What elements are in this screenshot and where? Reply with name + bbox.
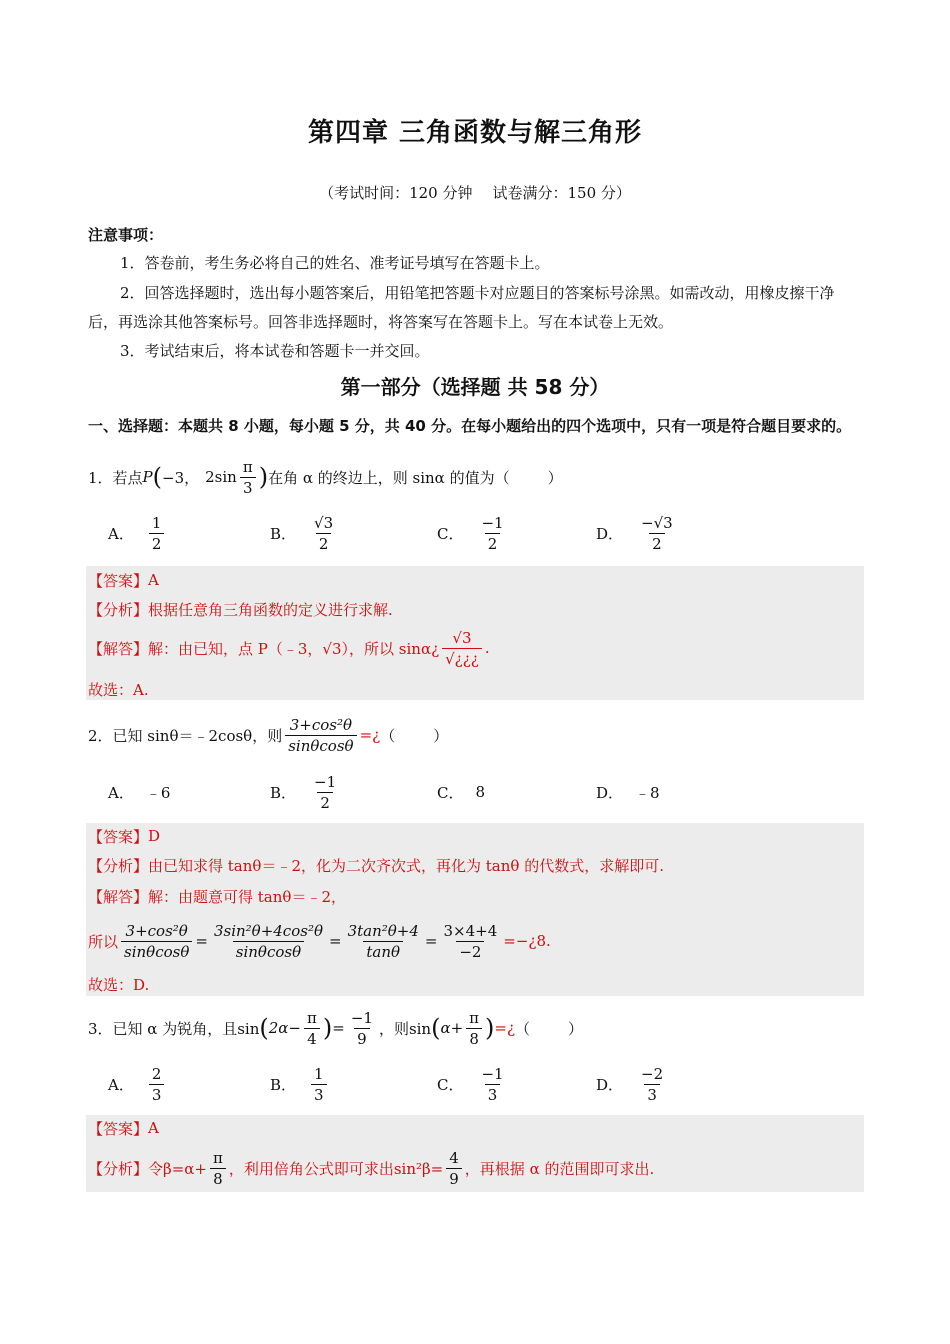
section-heading: 一、选择题：本题共 8 小题，每小题 5 分，共 40 分。在每小题给出的四个选项中，只有一项是符合题目要求的。 <box>88 417 852 435</box>
q1-option-d[interactable]: D． $\frac{-√3}{2}$ <box>596 513 673 553</box>
q2-conclusion: 故选：D. <box>88 975 150 994</box>
pi-over-8: $\frac{\pi}{8}$ <box>466 1008 482 1049</box>
q2-answer-box <box>86 823 864 996</box>
q1-analysis: 【分析】 根据任意角三角函数的定义进行求解. <box>88 600 393 619</box>
question-1: 1．若点 P ( −3， 2sin $\frac{\pi}{3}$ ) 在角 α 的终边上，则 sinα 的值为（ ） <box>88 457 563 497</box>
pi-over-4: $\frac{\pi}{4}$ <box>304 1008 320 1049</box>
q3-answer: 【答案】 A <box>88 1119 159 1138</box>
q3-option-c[interactable]: C． $\frac{-1}{3}$ <box>437 1064 504 1104</box>
part-title: 第一部分（选择题 共 58 分） <box>340 375 610 399</box>
full-marks: 试卷满分：150 分） <box>492 184 631 202</box>
pi-over-3: $\frac{\pi}{3}$ <box>240 457 256 498</box>
q1-conclusion: 故选：A. <box>88 680 149 699</box>
q2-fraction: $\frac{\text{3+cos²θ}}{\sin\theta\cos\theta}$ <box>285 715 356 756</box>
q1-solution: 【解答】 解：由已知，点 P（﹣3，√3），所以 sinα¿ $\frac{√3}{√¿¿¿}$ . <box>88 628 490 668</box>
note-item-3: 3．考试结束后，将本试卷和答题卡一并交回。 <box>120 342 430 360</box>
q1-options <box>108 508 868 558</box>
q3-answer-box <box>86 1115 864 1192</box>
q3-option-b[interactable]: B． $\frac{1}{3}$ <box>270 1059 330 1109</box>
q2-solution: 【解答】 解：由题意可得 tanθ＝﹣2， <box>88 887 346 906</box>
q1-option-c[interactable]: C． $\frac{-1}{2}$ <box>437 513 504 553</box>
q2-derivation: 所以 $\frac{\text{3+cos²θ}}{\sin\theta\cos\theta}$ = $\frac{\text{3sin²θ+4cos²θ}}{\sin\theta\cos\theta}$ = $\frac{\text{3tan²θ+4}}{\tan\theta}$ = $\frac{3\times 4+4}{-2}$ =−¿8. <box>88 921 551 961</box>
q1-option-a[interactable]: A． $\frac{1}{2}$ <box>108 508 167 558</box>
q2-option-a[interactable]: A． ﹣6 <box>108 783 171 802</box>
exam-time: （考试时间：120 分钟 <box>319 184 473 202</box>
q1-option-b[interactable]: B． $\frac{√3}{2}$ <box>270 513 334 553</box>
minus-one-ninth: $\frac{-1}{9}$ <box>350 1008 373 1048</box>
exam-info <box>0 182 950 203</box>
q3-options <box>108 1059 868 1109</box>
q2-option-b[interactable]: B． $\frac{-1}{2}$ <box>270 772 337 812</box>
q1-answer-box <box>86 566 864 700</box>
q3-analysis: 【分析】 令β=α+ $\frac{\pi}{8}$ ，利用倍角公式即可求出sin²β= $\frac{4}{9}$ ，再根据 α 的范围即可求出. <box>88 1148 655 1188</box>
q3-option-d[interactable]: D． $\frac{-2}{3}$ <box>596 1064 664 1104</box>
notes-heading: 注意事项： <box>88 226 164 244</box>
note-item-1: 1．答卷前，考生务必将自己的姓名、准考证号填写在答题卡上。 <box>120 254 550 272</box>
q2-answer: 【答案】 D <box>88 827 161 846</box>
q2-option-c[interactable]: C． 8 <box>437 783 486 802</box>
note-item-2: 2．回答选择题时，选出每小题答案后，用铅笔把答题卡对应题目的答案标号涂黑。如需改动，用橡皮擦干净后，再选涂其他答案标号。回答非选择题时，将答案写在答题卡上。写在本试卷上无效。 <box>88 284 835 331</box>
q2-option-d[interactable]: D． ﹣8 <box>596 783 660 802</box>
page-title: 第四章 三角函数与解三角形 <box>307 118 643 148</box>
question-3: 3．已知 α 为锐角，且sin ( 2α− $\frac{\pi}{4}$ ) = $\frac{-1}{9}$ ，则sin ( α+ $\frac{\pi}{8}$ ) =¿ （ ） <box>88 1008 584 1048</box>
q2-analysis: 【分析】 由已知求得 tanθ＝﹣2，化为二次齐次式，再化为 tanθ 的代数式，求解即可. <box>88 856 664 875</box>
q3-option-a[interactable]: A． $\frac{2}{3}$ <box>108 1059 167 1109</box>
question-2: 2．已知 sinθ＝﹣2cosθ，则 $\frac{\text{3+cos²θ}}{\sin\theta\cos\theta}$ =¿ （ ） <box>88 715 449 755</box>
q2-options <box>108 767 868 817</box>
q1-answer: 【答案】 A <box>88 571 159 590</box>
